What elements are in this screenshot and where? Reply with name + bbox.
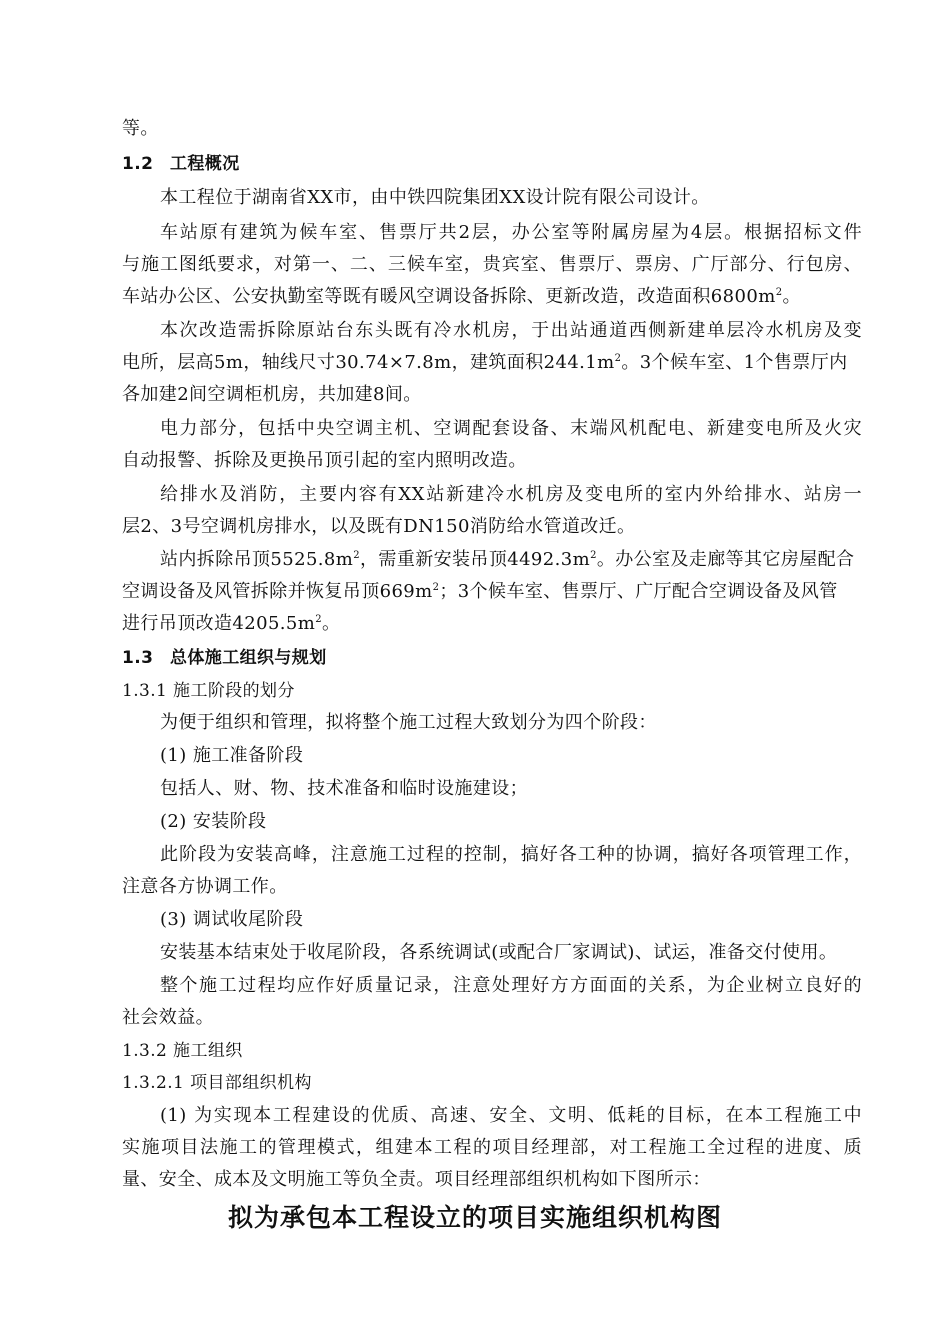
text-span: 站内拆除吊顶5525.8m — [160, 549, 354, 570]
list-item-label: (3) 调试收尾阶段 — [160, 909, 304, 930]
list-item-label: (1) 施工准备阶段 — [160, 745, 304, 766]
superscript: 2 — [353, 550, 361, 561]
paragraph-line: 与施工图纸要求，对第一、二、三候车室，贵宾室、售票厅、票房、广厅部分、行包房、 — [122, 254, 862, 275]
text-line: 等。 — [122, 118, 159, 139]
paragraph-line: 自动报警、拆除及更换吊顶引起的室内照明改造。 — [122, 450, 527, 471]
paragraph-line: 给排水及消防，主要内容有XX站新建冷水机房及变电所的室内外给排水、站房一 — [160, 484, 862, 505]
superscript: 2 — [315, 614, 323, 625]
paragraph-line — [122, 351, 862, 375]
paragraph-line — [160, 548, 862, 572]
section-title: 工程概况 — [170, 154, 240, 174]
subsection-heading: 1.3.2.1 项目部组织机构 — [122, 1073, 312, 1093]
text-span: ，需重新安装吊顶4492.3m — [360, 549, 591, 570]
paragraph-line: 各加建2间空调柜机房，共加建8间。 — [122, 384, 422, 405]
section-heading-1-2 — [122, 152, 862, 176]
text-span: ；3个候车室、售票厅、广厅配合空调设备及风管 — [439, 581, 838, 602]
paragraph-line: 注意各方协调工作。 — [122, 876, 288, 897]
paragraph-line — [122, 285, 862, 309]
paragraph-line — [122, 612, 862, 636]
text-span: 车站办公区、公安执勤室等既有暖风空调设备拆除、更新改造，改造面积6800m — [122, 286, 776, 307]
paragraph-line: 本次改造需拆除原站台东头既有冷水机房，于出站通道西侧新建单层冷水机房及变 — [160, 320, 862, 341]
superscript: 2 — [590, 550, 597, 561]
section-number: 1.3 — [122, 648, 154, 668]
text-span: 进行吊顶改造4205.5m — [122, 613, 316, 634]
text-span: 。 — [322, 613, 341, 634]
list-item-label: (2) 安装阶段 — [160, 811, 267, 832]
paragraph-line: 实施项目法施工的管理模式，组建本工程的项目经理部，对工程施工全过程的进度、质 — [122, 1137, 862, 1158]
subsection-heading: 1.3.1 施工阶段的划分 — [122, 681, 295, 701]
text-span: 空调设备及风管拆除并恢复吊顶669m — [122, 581, 433, 602]
superscript: 2 — [775, 287, 783, 298]
text-span: 。 — [782, 286, 801, 307]
paragraph-line: 整个施工过程均应作好质量记录，注意处理好方方面面的关系，为企业树立良好的 — [160, 975, 862, 996]
section-heading-1-3 — [122, 646, 862, 670]
paragraph-line: 社会效益。 — [122, 1007, 214, 1028]
paragraph-line — [122, 580, 862, 604]
paragraph-line: 为便于组织和管理，拟将整个施工过程大致划分为四个阶段： — [160, 712, 657, 733]
paragraph-line: 本工程位于湖南省XX市，由中铁四院集团XX设计院有限公司设计。 — [160, 187, 710, 208]
paragraph-line: (1) 为实现本工程建设的优质、高速、安全、文明、低耗的目标，在本工程施工中 — [160, 1105, 862, 1126]
paragraph-line: 电力部分，包括中央空调主机、空调配套设备、末端风机配电、新建变电所及火灾 — [160, 418, 862, 439]
text-span: 电所，层高5m，轴线尺寸30.74×7.8m，建筑面积244.1m — [122, 352, 615, 373]
text-span: 。办公室及走廊等其它房屋配合 — [596, 549, 855, 570]
superscript: 2 — [614, 353, 622, 364]
paragraph-line: 安装基本结束处于收尾阶段，各系统调试(或配合厂家调试)、试运，准备交付使用。 — [160, 942, 838, 963]
paragraph-line: 车站原有建筑为候车室、售票厅共2层，办公室等附属房屋为4层。根据招标文件 — [160, 222, 862, 243]
superscript: 2 — [432, 582, 440, 593]
section-title: 总体施工组织与规划 — [170, 648, 327, 668]
paragraph-line: 此阶段为安装高峰，注意施工过程的控制，搞好各工种的协调，搞好各项管理工作， — [160, 844, 862, 865]
section-number: 1.2 — [122, 154, 154, 174]
subsection-heading: 1.3.2 施工组织 — [122, 1041, 243, 1061]
paragraph-line: 量、安全、成本及文明施工等负全责。项目经理部组织机构如下图所示： — [122, 1169, 711, 1190]
paragraph-line: 包括人、财、物、技术准备和临时设施建设； — [160, 778, 528, 799]
figure-title: 拟为承包本工程设立的项目实施组织机构图 — [227, 1203, 722, 1232]
text-span: 。3个候车室、1个售票厅内 — [621, 352, 848, 373]
paragraph-line: 层2、3号空调机房排水，以及既有DN150消防给水管道改迁。 — [122, 516, 636, 537]
